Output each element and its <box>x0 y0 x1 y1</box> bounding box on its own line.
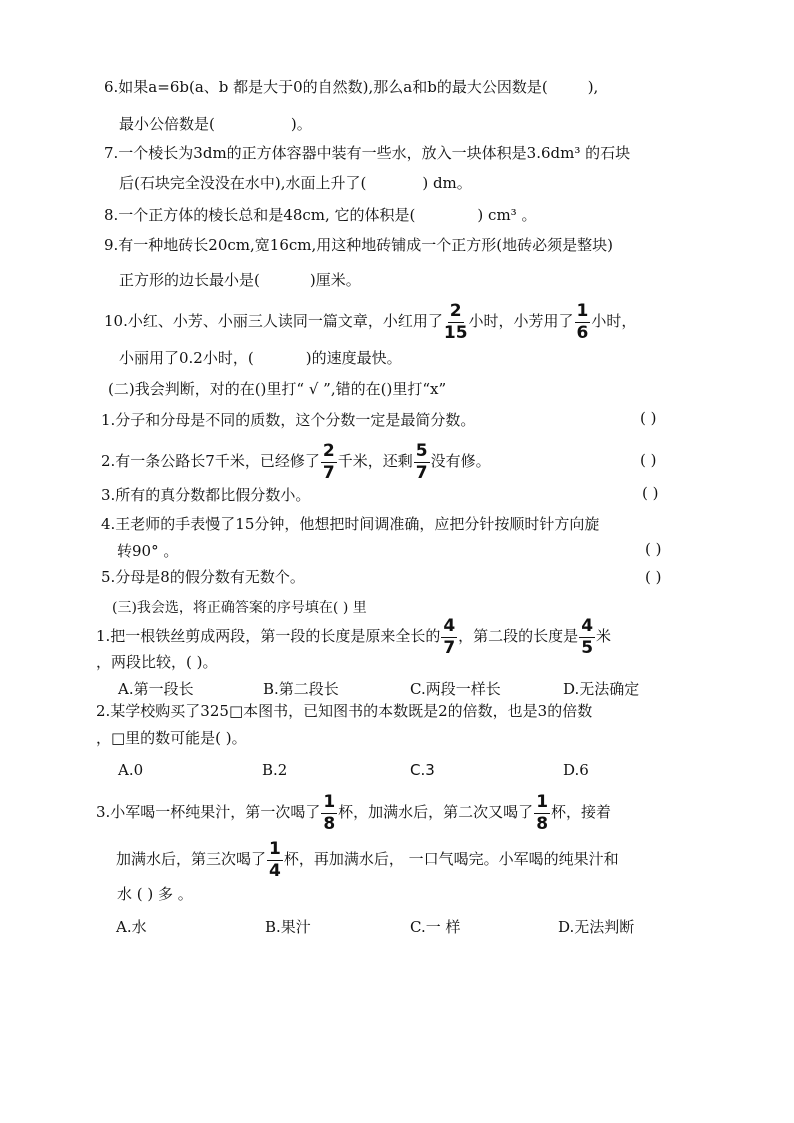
fraction-4-5: $\frac{4}{5}$ <box>581 615 594 658</box>
q10-text2: 小丽用了0.2小时，( <box>119 349 254 367</box>
choose-q2-option-d[interactable]: D.6 <box>563 761 589 779</box>
fraction-1-8-first: $\frac{1}{8}$ <box>323 791 336 834</box>
q6-text-end: ), <box>587 78 599 96</box>
choose-q3-option-c[interactable]: C.一 样 <box>410 918 461 936</box>
q6-text2: 最小公倍数是( <box>119 115 215 133</box>
q9-text2-end: )厘米。 <box>309 271 361 289</box>
q6-text2-end: )。 <box>290 115 312 133</box>
q10-line1 <box>104 298 636 344</box>
choose-q2-option-b[interactable]: B.2 <box>262 761 288 779</box>
choose-q2-line2: ，□里的数可能是( )。 <box>96 729 247 747</box>
choose-q3-option-d[interactable]: D.无法判断 <box>558 918 635 936</box>
choose-q1-option-a[interactable]: A.第一段长 <box>118 680 194 698</box>
q8-text-end: ) cm³ 。 <box>477 206 537 224</box>
q10-text-end: 小时， <box>591 312 637 330</box>
judge-answer-4[interactable]: ( ) <box>645 540 662 558</box>
q8-text: 8.一个正方体的棱长总和是48cm, 它的体积是( <box>104 206 416 224</box>
choose-q3-line2: 加满水后，第三次喝了 $\frac{1}{4}$ 杯，再加满水后， 一口气喝完。小军喝的纯果汁和 <box>116 838 619 881</box>
choose-q1-line1: 1.把一根铁丝剪成两段，第一段的长度是原来全长的 $\frac{4}{7}$ ，第二段的长度是 $\frac{4}{5}$ 米 <box>96 615 612 658</box>
fraction-2-7: $\frac{2}{7}$ <box>322 440 335 483</box>
q6-line2 <box>119 114 312 134</box>
choose-q3-option-b[interactable]: B.果汁 <box>265 918 311 936</box>
q7-text: 7.一个棱长为3dm的正方体容器中装有一些水，放入一块体积是3.6dm³ 的石块 <box>104 144 631 162</box>
fraction-5-7: $\frac{5}{7}$ <box>415 440 428 483</box>
q10-line2 <box>119 348 402 368</box>
fraction-1-8-second: $\frac{1}{8}$ <box>536 791 549 834</box>
choose-q2-option-c[interactable]: C.3 <box>410 761 435 779</box>
q8-line <box>104 205 536 225</box>
q10-text2-end: )的速度最快。 <box>305 349 402 367</box>
fraction-2-15: $\frac{2}{15}$ <box>443 300 468 343</box>
q10-text: 10.小红、小芳、小丽三人读同一篇文章，小红用了 <box>104 312 443 330</box>
q7-text2: 后(石块完全没没在水中),水面上升了( <box>119 174 367 192</box>
q7-line1 <box>104 143 630 163</box>
q10-text-mid: 小时，小芳用了 <box>468 312 574 330</box>
q9-line1 <box>104 235 613 255</box>
choose-q1-option-b[interactable]: B.第二段长 <box>263 680 339 698</box>
judge-item-3: 3.所有的真分数都比假分数小。 <box>101 486 311 504</box>
fraction-1-4: $\frac{1}{4}$ <box>269 838 281 881</box>
judge-answer-1[interactable]: ( ) <box>640 409 657 427</box>
q9-line2 <box>119 270 361 290</box>
choose-q1-option-c[interactable]: C.两段一样长 <box>410 680 501 698</box>
q7-line2 <box>119 173 472 193</box>
choose-q3-line1: 3.小军喝一杯纯果汁，第一次喝了 $\frac{1}{8}$ 杯，加满水后，第二次又喝了 $\frac{1}{8}$ 杯，接着 <box>96 791 612 834</box>
judge-item-2: 2.有一条公路长7千米，已经修了 $\frac{2}{7}$ 千米，还剩 $\frac{5}{7}$ 没有修。 <box>101 440 491 483</box>
fraction-4-7: $\frac{4}{7}$ <box>443 615 456 658</box>
judge-item-4: 4.王老师的手表慢了15分钟，他想把时间调准确，应把分针按顺时针方向旋 <box>101 515 600 533</box>
judge-answer-5[interactable]: ( ) <box>645 568 662 586</box>
judge-item-5: 5.分母是8的假分数有无数个。 <box>101 568 305 586</box>
q9-text: 9.有一种地砖长20cm,宽16cm,用这种地砖铺成一个正方形(地砖必须是整块) <box>104 236 613 254</box>
q9-text2: 正方形的边长最小是( <box>119 271 260 289</box>
judge-item-4-cont: 转90° 。 <box>117 542 179 560</box>
q7-text2-end: ) dm。 <box>422 174 472 192</box>
fraction-1-6: $\frac{1}{6}$ <box>576 300 589 343</box>
choose-section-title: (三)我会选，将正确答案的序号填在( ) 里 <box>112 600 367 616</box>
choose-q3-option-a[interactable]: A.水 <box>116 918 147 936</box>
judge-item-1: 1.分子和分母是不同的质数，这个分数一定是最简分数。 <box>101 411 476 429</box>
choose-q2-line1: 2.某学校购买了325□本图书，已知图书的本数既是2的倍数，也是3的倍数 <box>96 702 593 720</box>
q6-text: 6.如果a=6b(a、b 都是大于0的自然数),那么a和b的最大公因数是( <box>104 78 548 96</box>
judge-answer-3[interactable]: ( ) <box>642 484 659 502</box>
choose-q3-line3: 水 ( ) 多 。 <box>117 885 193 903</box>
choose-q1-option-d[interactable]: D.无法确定 <box>563 680 640 698</box>
q6-line1 <box>104 77 598 97</box>
judge-section-title: (二)我会判断，对的在()里打“ √ ”,错的在()里打“x” <box>108 380 447 398</box>
choose-q1-line2: ，两段比较，( )。 <box>96 653 218 671</box>
choose-q2-option-a[interactable]: A.0 <box>118 761 144 779</box>
judge-answer-2[interactable]: ( ) <box>640 451 657 469</box>
